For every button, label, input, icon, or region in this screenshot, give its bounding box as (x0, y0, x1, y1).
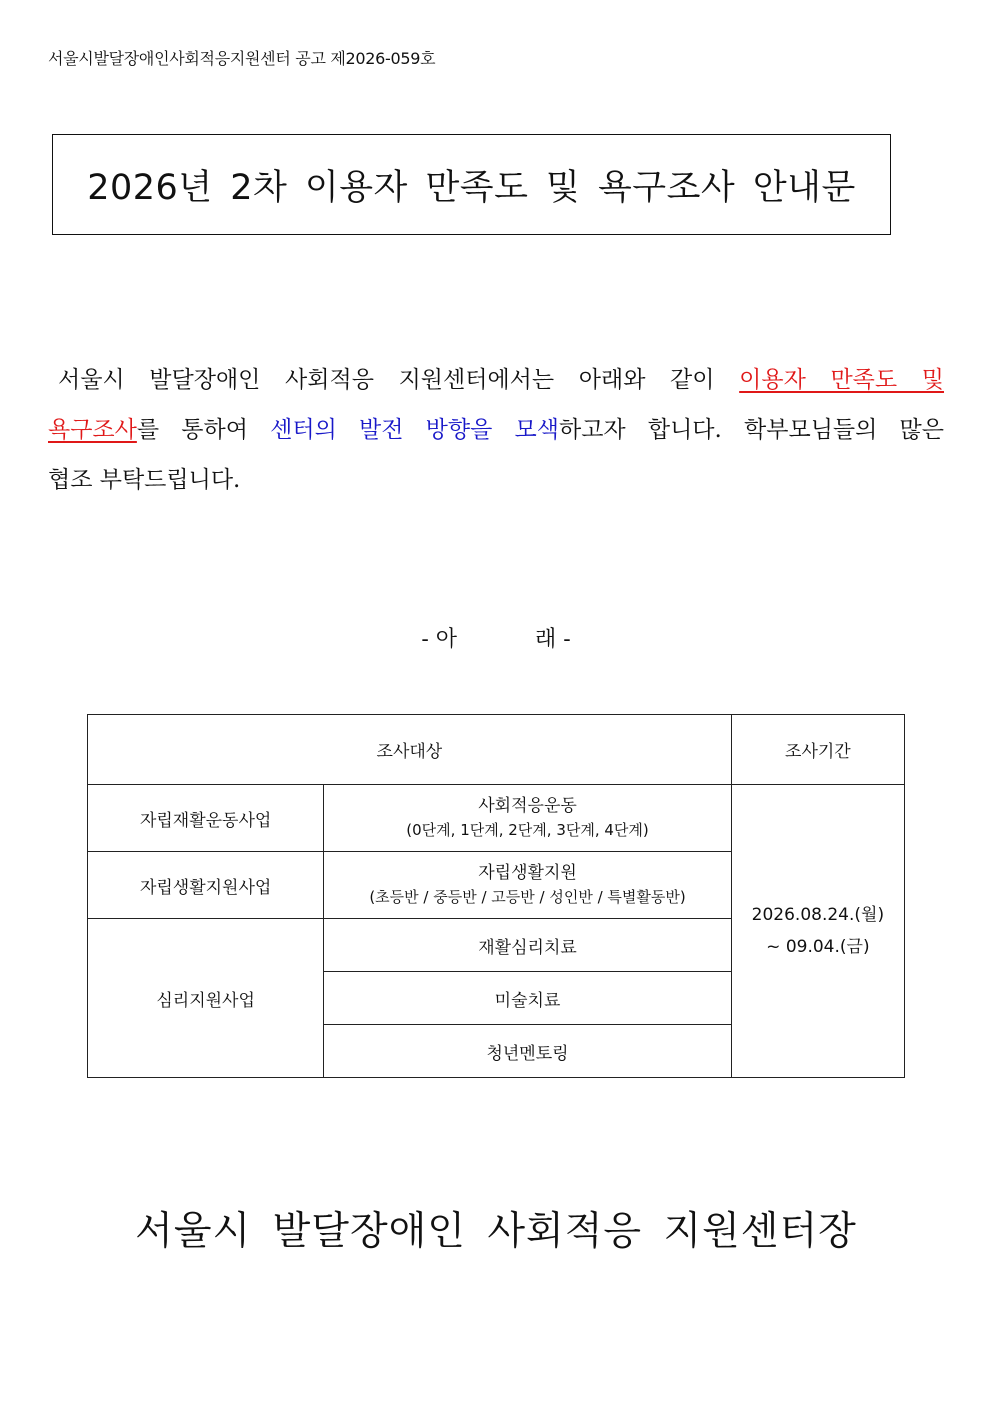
intro-highlight-red: 욕구조사 (48, 417, 137, 443)
program-detail: (0단계, 1단계, 2단계, 3단계, 4단계) (406, 821, 649, 839)
intro-text: 를 통하여 (136, 417, 271, 443)
survey-table (87, 714, 905, 1078)
table-header-row (88, 715, 905, 785)
signature: 서울시 발달장애인 사회적응 지원센터장 (135, 1209, 857, 1254)
program-detail: (초등반 / 중등반 / 고등반 / 성인반 / 특별활동반) (369, 888, 686, 906)
intro-line-3: 협조 부탁드립니다. (48, 467, 241, 493)
program-cell (324, 852, 731, 919)
document-title: 2026년 2차 이용자 만족도 및 욕구조사 안내문 (87, 167, 856, 208)
below-heading-right: 래 - (535, 627, 571, 652)
table-row (88, 785, 905, 852)
program-name: 자립생활지원 (478, 863, 577, 883)
program-cell: 미술치료 (324, 972, 731, 1025)
period-start: 2026.08.24.(월) (751, 905, 885, 925)
intro-line-2 (48, 405, 944, 455)
intro-paragraph (48, 355, 944, 505)
program-cell: 재활심리치료 (324, 919, 731, 972)
header-target-cell: 조사대상 (88, 715, 732, 785)
category-cell: 자립생활지원사업 (88, 852, 324, 919)
program-cell (324, 785, 731, 852)
period-cell (731, 785, 904, 1078)
intro-line-1 (48, 355, 944, 405)
below-heading-left: - 아 (421, 627, 457, 652)
notice-number: 서울시발달장애인사회적응지원센터 공고 제2026-059호 (48, 49, 436, 68)
period-end: ~ 09.04.(금) (766, 937, 870, 957)
title-box (52, 134, 891, 235)
program-name: 사회적응운동 (478, 796, 577, 816)
intro-highlight-red: 이용자 만족도 및 (739, 367, 944, 393)
program-cell: 청년멘토링 (324, 1025, 731, 1078)
intro-text: 서울시 발달장애인 사회적응 지원센터에서는 아래와 같이 (58, 367, 740, 393)
below-heading (0, 622, 992, 653)
header-period-cell: 조사기간 (731, 715, 904, 785)
intro-highlight-blue: 센터의 발전 방향을 모색 (270, 417, 559, 443)
intro-text: 하고자 합니다. 학부모님들의 많은 (559, 417, 944, 443)
category-cell: 자립재활운동사업 (88, 785, 324, 852)
category-cell: 심리지원사업 (88, 919, 324, 1078)
